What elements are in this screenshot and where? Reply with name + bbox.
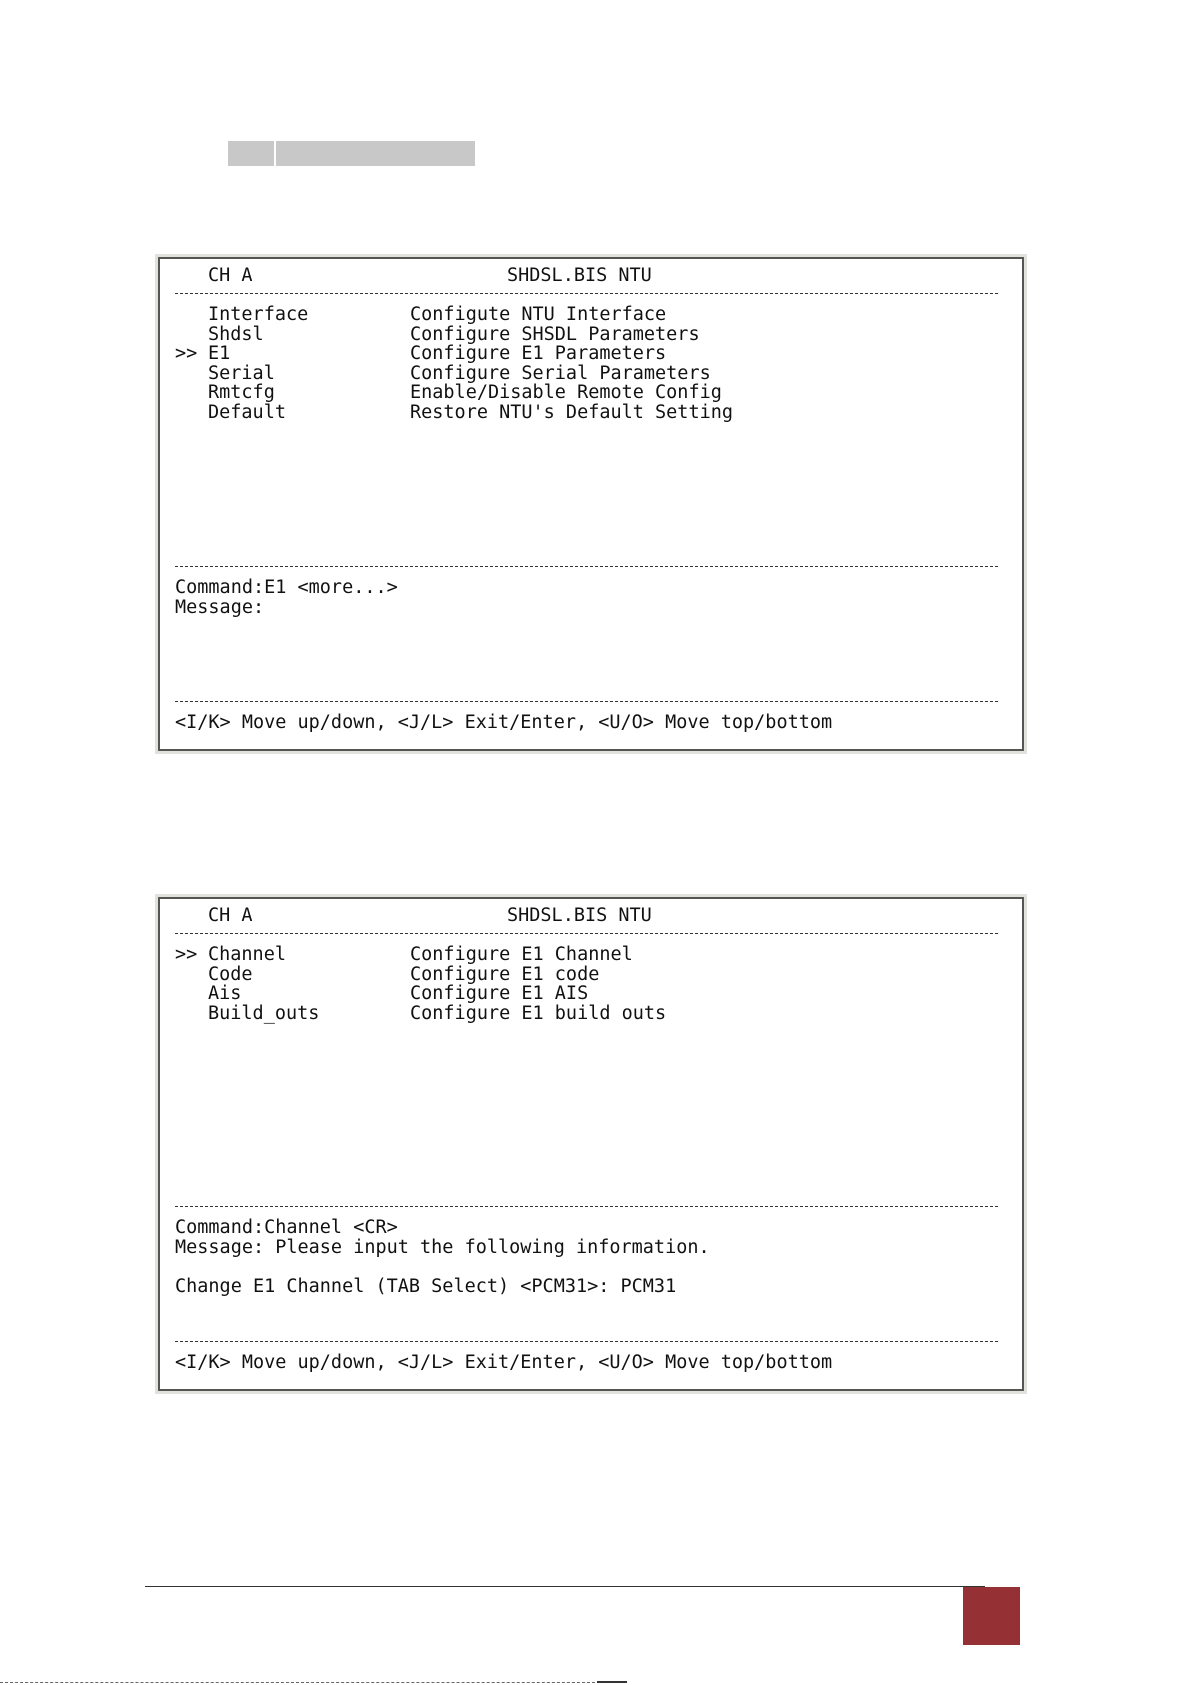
- terminal-window-e1-menu: [158, 897, 1024, 1391]
- selection-marker: >>: [175, 343, 198, 364]
- terminal-title: SHDSL.BIS NTU: [507, 265, 652, 286]
- separator: [175, 566, 998, 567]
- redacted-header-title: [276, 141, 475, 166]
- menu-item-description: Restore NTU's Default Setting: [410, 401, 734, 423]
- message-line: Message: Please input the following information.: [175, 1236, 710, 1258]
- menu-item-name: Channel: [208, 944, 286, 965]
- menu-item-description: Configure SHSDL Parameters: [410, 323, 700, 345]
- menu-item-name: Build_outs: [208, 1002, 320, 1024]
- menu-item-description: Configure E1 Channel: [410, 944, 633, 965]
- menu-item-name: E1: [208, 343, 231, 364]
- bottom-edge-mark: [597, 1681, 627, 1683]
- terminal-window-main-menu: [158, 257, 1024, 751]
- menu-item-name: Default: [208, 401, 286, 423]
- separator: [175, 933, 998, 934]
- message-line: Message:: [175, 596, 265, 618]
- separator: [175, 1206, 998, 1207]
- bottom-edge-line: [0, 1682, 595, 1683]
- menu-item-name: Shdsl: [208, 323, 264, 345]
- menu-item-description: Configure E1 build outs: [410, 1002, 667, 1024]
- menu-item-name: Rmtcfg: [208, 382, 275, 403]
- menu-item-description: Configure E1 code: [410, 963, 600, 985]
- separator: [175, 293, 998, 294]
- terminal-title: SHDSL.BIS NTU: [507, 905, 652, 926]
- input-prompt-line[interactable]: Change E1 Channel (TAB Select) <PCM31>: PCM31: [175, 1275, 677, 1297]
- separator: [175, 1341, 998, 1342]
- menu-item-description: Configure E1 Parameters: [410, 343, 667, 364]
- menu-item-name: Code: [208, 963, 253, 985]
- footer-rule: [145, 1586, 985, 1587]
- separator: [175, 701, 998, 702]
- menu-item-description: Configute NTU Interface: [410, 304, 667, 325]
- command-line: Command:Channel <CR>: [175, 1217, 398, 1238]
- redacted-header-block: [228, 141, 274, 166]
- menu-item-description: Configure E1 AIS: [410, 983, 589, 1004]
- menu-item-name: Interface: [208, 304, 309, 325]
- menu-item-description: Configure Serial Parameters: [410, 362, 711, 384]
- page-number-box: [963, 1587, 1020, 1645]
- command-line: Command:E1 <more...>: [175, 577, 398, 598]
- selection-marker: >>: [175, 944, 198, 965]
- help-bar: <I/K> Move up/down, <J/L> Exit/Enter, <U/O> Move top/bottom: [175, 1352, 833, 1373]
- channel-label: CH A: [208, 265, 253, 286]
- menu-item-name: Ais: [208, 983, 242, 1004]
- menu-item-description: Enable/Disable Remote Config: [410, 382, 722, 403]
- channel-label: CH A: [208, 905, 253, 926]
- help-bar: <I/K> Move up/down, <J/L> Exit/Enter, <U/O> Move top/bottom: [175, 712, 833, 733]
- menu-item-name: Serial: [208, 362, 275, 384]
